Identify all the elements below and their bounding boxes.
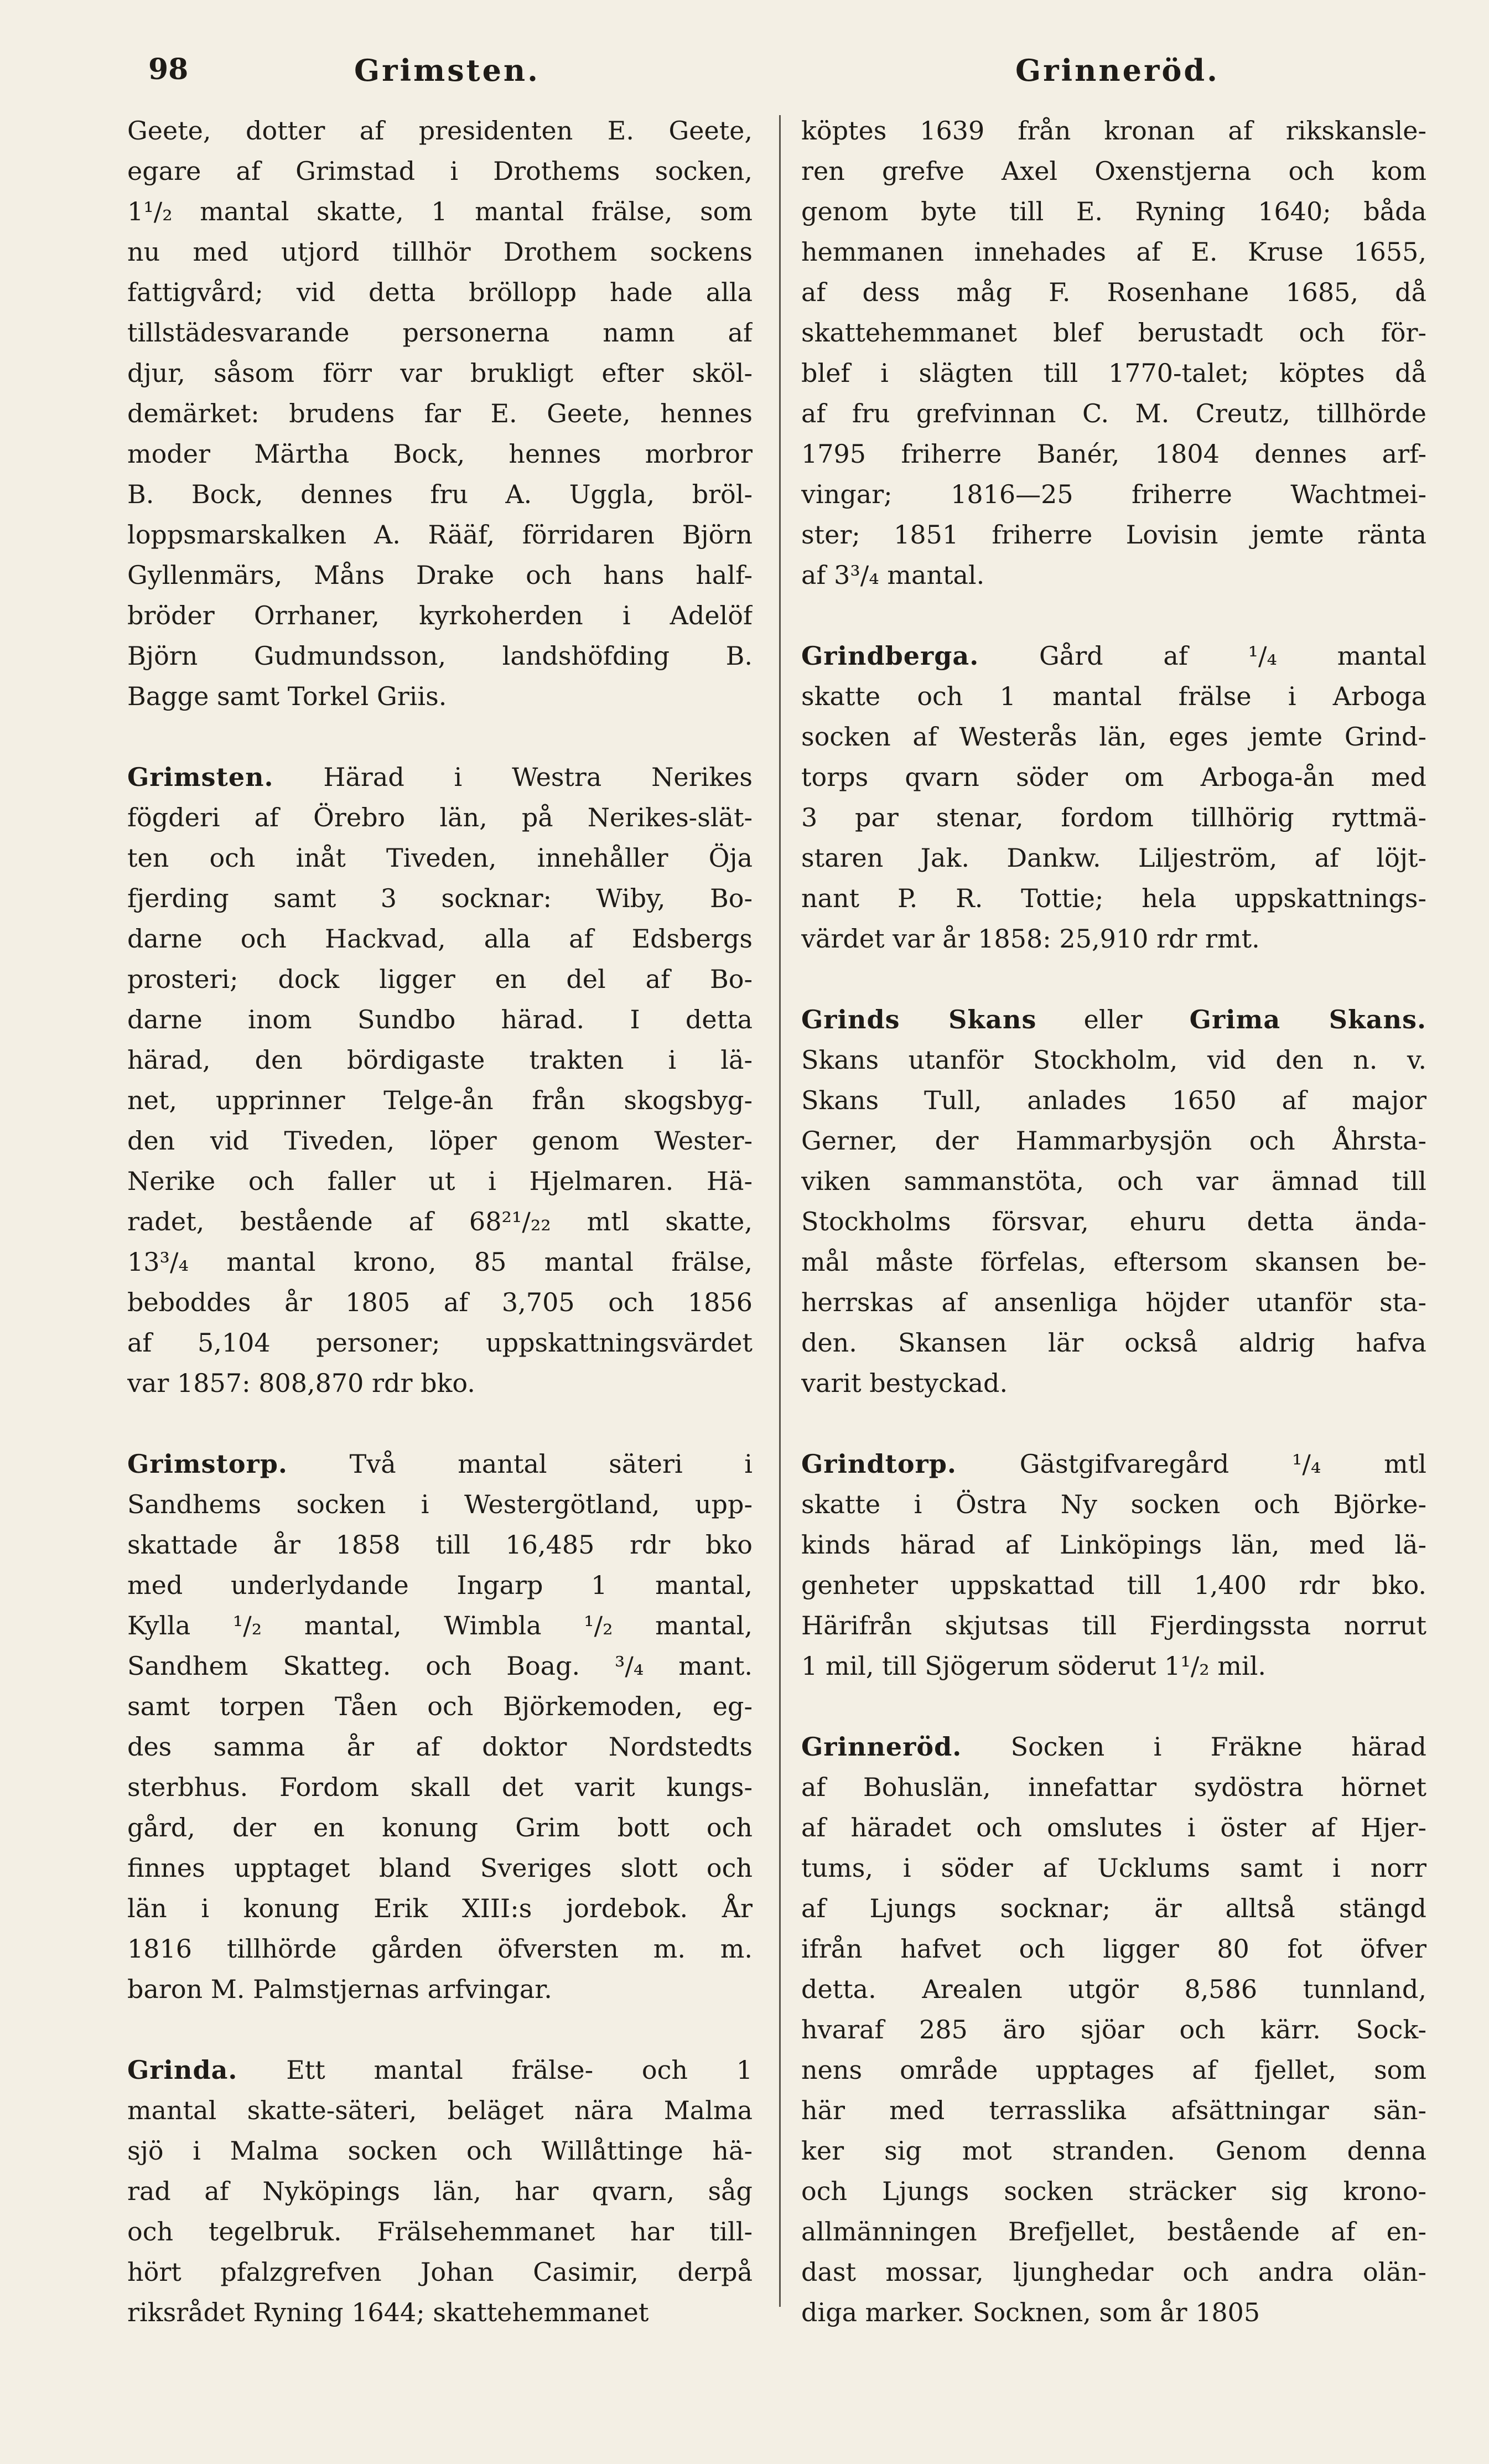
- text-line: [801, 636, 1426, 676]
- column-divider: [779, 115, 781, 2307]
- running-head-left: Grimsten.: [354, 53, 540, 88]
- text-line: socken af Westerås län, eges jemte Grind-: [801, 722, 1426, 752]
- text-line: dast mossar, ljunghedar och andra olän-: [801, 2257, 1426, 2287]
- text-line: 1 mil, till Sjögerum söderut 1¹/₂ mil.: [801, 1651, 1267, 1681]
- text-line: des samma år af doktor Nordstedts: [127, 1732, 753, 1762]
- text-line: mantal skatte-säteri, beläget nära Malma: [127, 2095, 753, 2125]
- text-line: skattade år 1858 till 16,485 rdr bko: [127, 1530, 753, 1560]
- text-line: af 5,104 personer; uppskattningsvärdet: [127, 1328, 753, 1358]
- entry-text: Ett mantal frälse- och 1: [286, 2055, 753, 2085]
- text-line: 1816 tillhörde gården öfversten m. m.: [127, 1934, 753, 1964]
- page-number: 98: [148, 53, 189, 86]
- entry-text: Gård af ¹/₄ mantal: [1039, 641, 1426, 671]
- text-line: Härifrån skjutsas till Fjerdingssta norrut: [801, 1611, 1426, 1640]
- text-line: ten och inåt Tiveden, innehåller Öja: [127, 843, 753, 873]
- entry-text: Gästgifvaregård ¹/₄ mtl: [1019, 1449, 1426, 1479]
- text-line: darne inom Sundbo härad. I detta: [127, 1005, 753, 1034]
- text-line: demärket: brudens far E. Geete, hennes: [127, 398, 753, 428]
- entry-gap: [801, 1686, 1426, 1727]
- entry-gap: [127, 717, 753, 757]
- text-line: köptes 1639 från kronan af rikskansle-: [801, 116, 1426, 146]
- text-line: viken sammanstöta, och var ämnad till: [801, 1166, 1426, 1196]
- dictionary-entry: [801, 111, 1426, 596]
- text-line: sjö i Malma socken och Willåttinge hä-: [127, 2136, 753, 2166]
- text-line: staren Jak. Dankw. Liljeström, af löjt-: [801, 843, 1426, 873]
- entry-gap: [127, 1404, 753, 1444]
- text-line: af häradet och omslutes i öster af Hjer-: [801, 1813, 1426, 1842]
- dictionary-entry: [801, 1000, 1426, 1404]
- entry-gap: [127, 2010, 753, 2050]
- text-line: djur, såsom förr var brukligt efter sköl-: [127, 358, 753, 388]
- text-line: af Ljungs socknar; är alltså stängd: [801, 1893, 1426, 1923]
- text-line: mål måste förfelas, eftersom skansen be-: [801, 1247, 1426, 1277]
- text-line: vingar; 1816—25 friherre Wachtmei-: [801, 479, 1426, 509]
- text-line: [127, 1444, 753, 1484]
- right-column: [801, 111, 1426, 2336]
- text-line: af 3³/₄ mantal.: [801, 560, 985, 590]
- text-line: med underlydande Ingarp 1 mantal,: [127, 1570, 753, 1600]
- text-line: varit bestyckad.: [801, 1368, 1008, 1398]
- text-line: Nerike och faller ut i Hjelmaren. Hä-: [127, 1166, 753, 1196]
- entry-headword: Grinda.: [127, 2055, 238, 2085]
- text-line: Sandhem Skatteg. och Boag. ³/₄ mant.: [127, 1651, 753, 1681]
- text-line: och tegelbruk. Frälsehemmanet har till-: [127, 2217, 753, 2246]
- dictionary-entry: [801, 1444, 1426, 1686]
- text-line: [801, 1444, 1426, 1484]
- text-line: skattehemmanet blef berustadt och för-: [801, 318, 1426, 348]
- text-line: torps qvarn söder om Arboga-ån med: [801, 762, 1426, 792]
- running-head-right: Grinneröd.: [1015, 53, 1220, 88]
- text-line: nant P. R. Tottie; hela uppskattnings-: [801, 883, 1426, 913]
- text-line: hört pfalzgrefven Johan Casimir, derpå: [127, 2257, 753, 2287]
- text-line: 1795 friherre Banér, 1804 dennes arf-: [801, 439, 1426, 469]
- text-line: riksrådet Ryning 1644; skattehemmanet: [127, 2297, 649, 2327]
- text-line: Geete, dotter af presidenten E. Geete,: [127, 116, 753, 146]
- text-line: moder Märtha Bock, hennes morbror: [127, 439, 753, 469]
- text-line: 3 par stenar, fordom tillhörig ryttmä-: [801, 803, 1426, 832]
- text-line: rad af Nyköpings län, har qvarn, såg: [127, 2176, 753, 2206]
- text-line: Björn Gudmundsson, landshöfding B.: [127, 641, 753, 671]
- text-line: genom byte till E. Ryning 1640; båda: [801, 196, 1426, 226]
- text-line: fattigvård; vid detta bröllopp hade alla: [127, 277, 753, 307]
- entry-headword: Grimsten.: [127, 762, 274, 792]
- dictionary-entry: [127, 111, 753, 717]
- text-line: var 1857: 808,870 rdr bko.: [127, 1368, 475, 1398]
- text-line: nens område upptages af fjellet, som: [801, 2055, 1426, 2085]
- text-line: sterbhus. Fordom skall det varit kungs-: [127, 1772, 753, 1802]
- text-line: 13³/₄ mantal krono, 85 mantal frälse,: [127, 1247, 753, 1277]
- entry-headword: Grimstorp.: [127, 1449, 288, 1479]
- text-line: ren grefve Axel Oxenstjerna och kom: [801, 156, 1426, 186]
- entry-headword: Grinneröd.: [801, 1732, 962, 1762]
- text-line: skatte och 1 mantal frälse i Arboga: [801, 681, 1426, 711]
- text-line: af dess måg F. Rosenhane 1685, då: [801, 277, 1426, 307]
- text-line: ster; 1851 friherre Lovisin jemte ränta: [801, 520, 1426, 550]
- text-line: prosteri; dock ligger en del af Bo-: [127, 964, 753, 994]
- text-line: Skans utanför Stockholm, vid den n. v.: [801, 1045, 1426, 1075]
- dictionary-entry: [127, 2050, 753, 2333]
- text-line: [127, 2050, 753, 2090]
- text-line: loppsmarskalken A. Rääf, förridaren Björn: [127, 520, 753, 550]
- text-line: blef i slägten till 1770-talet; köptes då: [801, 358, 1426, 388]
- text-line: den vid Tiveden, löper genom Wester-: [127, 1126, 753, 1156]
- text-line: herrskas af ansenliga höjder utanför sta-: [801, 1287, 1426, 1317]
- text-line: Gerner, der Hammarbysjön och Åhrsta-: [801, 1126, 1426, 1156]
- entry-gap: [801, 959, 1426, 1000]
- text-line: ker sig mot stranden. Genom denna: [801, 2136, 1426, 2166]
- text-line: finnes upptaget bland Sveriges slott och: [127, 1853, 753, 1883]
- dictionary-entry: [801, 636, 1426, 959]
- entry-text: Socken i Fräkne härad: [1010, 1732, 1426, 1762]
- text-line: bröder Orrhaner, kyrkoherden i Adelöf: [127, 601, 753, 630]
- text-line: län i konung Erik XIII:s jordebok. År: [127, 1893, 753, 1923]
- entry-headword: Grinds Skans: [801, 1005, 1037, 1034]
- text-line: beboddes år 1805 af 3,705 och 1856: [127, 1287, 753, 1317]
- entry-headword: Grindtorp.: [801, 1449, 957, 1479]
- text-line: skatte i Östra Ny socken och Björke-: [801, 1489, 1426, 1519]
- text-line: tillstädesvarande personerna namn af: [127, 318, 753, 348]
- text-line: hemmanen innehades af E. Kruse 1655,: [801, 237, 1426, 267]
- text-line: Stockholms försvar, ehuru detta ända-: [801, 1207, 1426, 1236]
- entry-connector: eller: [1036, 1005, 1190, 1034]
- text-line: gård, der en konung Grim bott och: [127, 1813, 753, 1842]
- text-line: 1¹/₂ mantal skatte, 1 mantal frälse, som: [127, 196, 753, 226]
- text-line: baron M. Palmstjernas arfvingar.: [127, 1974, 552, 2004]
- text-line: darne och Hackvad, alla af Edsbergs: [127, 924, 753, 954]
- text-line: Bagge samt Torkel Griis.: [127, 681, 447, 711]
- text-line: af Bohuslän, innefattar sydöstra hörnet: [801, 1772, 1426, 1802]
- text-line: ifrån hafvet och ligger 80 fot öfver: [801, 1934, 1426, 1964]
- text-line: samt torpen Tåen och Björkemoden, eg-: [127, 1691, 753, 1721]
- entry-text: Härad i Westra Nerikes: [323, 762, 753, 792]
- text-line: Gyllenmärs, Måns Drake och hans half-: [127, 560, 753, 590]
- text-line: net, upprinner Telge-ån från skogsbyg-: [127, 1085, 753, 1115]
- page-header: [0, 53, 1489, 102]
- text-line: [801, 1727, 1426, 1767]
- text-line: och Ljungs socken sträcker sig krono-: [801, 2176, 1426, 2206]
- text-line: värdet var år 1858: 25,910 rdr rmt.: [801, 924, 1260, 954]
- text-line: detta. Arealen utgör 8,586 tunnland,: [801, 1974, 1426, 2004]
- dictionary-entry: [127, 757, 753, 1404]
- text-line: Skans Tull, anlades 1650 af major: [801, 1085, 1426, 1115]
- dictionary-entry: [801, 1727, 1426, 2333]
- entry-gap: [801, 596, 1426, 636]
- entry-headword: Grindberga.: [801, 641, 979, 671]
- text-line: [801, 1000, 1426, 1040]
- text-line: radet, bestående af 68²¹/₂₂ mtl skatte,: [127, 1207, 753, 1236]
- dictionary-entry: [127, 1444, 753, 2010]
- text-line: [127, 757, 753, 798]
- text-line: af fru grefvinnan C. M. Creutz, tillhörde: [801, 398, 1426, 428]
- text-line: härad, den bördigaste trakten i lä-: [127, 1045, 753, 1075]
- text-line: kinds härad af Linköpings län, med lä-: [801, 1530, 1426, 1560]
- entry-gap: [801, 1404, 1426, 1444]
- text-line: B. Bock, dennes fru A. Uggla, bröl-: [127, 479, 753, 509]
- text-line: diga marker. Socknen, som år 1805: [801, 2297, 1260, 2327]
- text-line: allmänningen Brefjellet, bestående af en-: [801, 2217, 1426, 2246]
- entry-text: Två mantal säteri i: [349, 1449, 753, 1479]
- text-line: här med terrasslika afsättningar sän-: [801, 2095, 1426, 2125]
- text-line: Sandhems socken i Westergötland, upp-: [127, 1489, 753, 1519]
- text-line: hvaraf 285 äro sjöar och kärr. Sock-: [801, 2015, 1426, 2044]
- left-column: [127, 111, 753, 2336]
- text-line: egare af Grimstad i Drothems socken,: [127, 156, 753, 186]
- text-line: den. Skansen lär också aldrig hafva: [801, 1328, 1426, 1358]
- text-line: fögderi af Örebro län, på Nerikes-slät-: [127, 803, 753, 832]
- text-line: nu med utjord tillhör Drothem sockens: [127, 237, 753, 267]
- text-line: genheter uppskattad till 1,400 rdr bko.: [801, 1570, 1426, 1600]
- text-line: tums, i söder af Ucklums samt i norr: [801, 1853, 1426, 1883]
- entry-headword-alt: Grima Skans.: [1189, 1005, 1426, 1034]
- text-line: fjerding samt 3 socknar: Wiby, Bo-: [127, 883, 753, 913]
- text-line: Kylla ¹/₂ mantal, Wimbla ¹/₂ mantal,: [127, 1611, 753, 1640]
